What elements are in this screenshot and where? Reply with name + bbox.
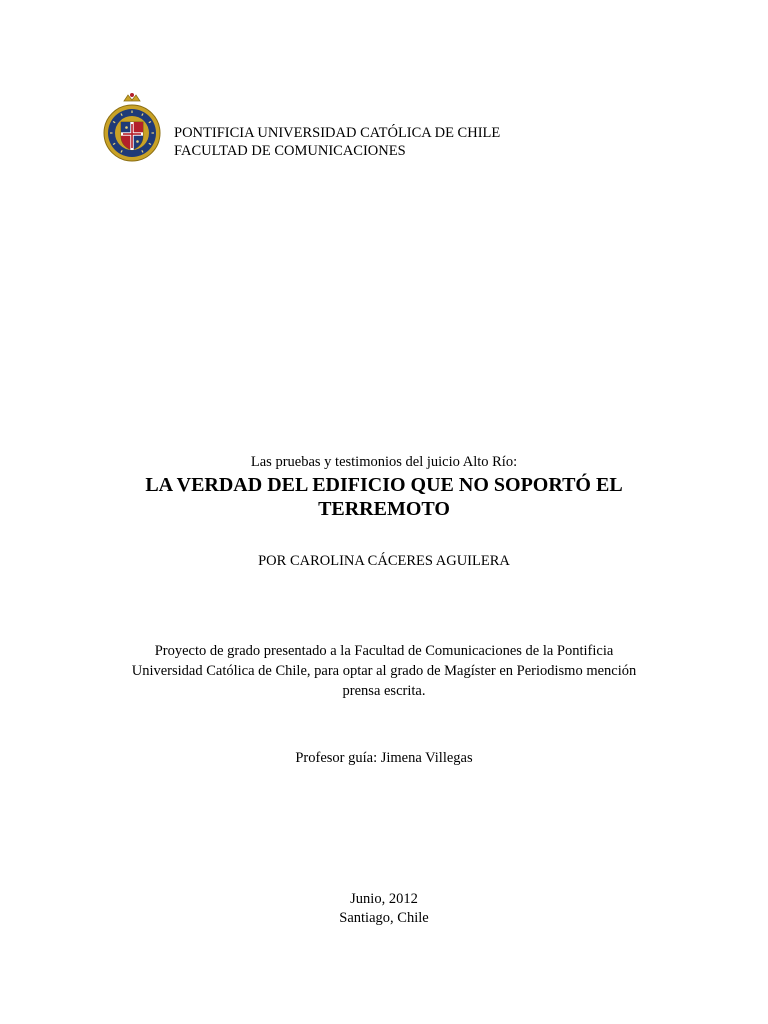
cover-place: Santiago, Chile xyxy=(339,910,429,926)
cover-advisor: Profesor guía: Jimena Villegas xyxy=(295,750,473,766)
cover-title-line-2: TERREMOTO xyxy=(318,498,450,520)
university-seal-icon xyxy=(102,91,162,169)
description-line-2: Universidad Católica de Chile, para optar al grado de Magíster en Periodismo mención xyxy=(131,663,637,679)
cover-description xyxy=(0,641,768,701)
description-line-3: prensa escrita. xyxy=(342,683,426,699)
cover-header xyxy=(102,90,162,170)
cover-subtitle: Las pruebas y testimonios del juicio Alto Río: xyxy=(250,454,518,470)
university-name: PONTIFICIA UNIVERSIDAD CATÓLICA DE CHILE xyxy=(174,125,501,141)
faculty-name: FACULTAD DE COMUNICACIONES xyxy=(174,143,406,159)
cover-author: POR CAROLINA CÁCERES AGUILERA xyxy=(258,553,510,569)
description-line-1: Proyecto de grado presentado a la Facultad de Comunicaciones de la Pontificia xyxy=(154,643,614,659)
cover-date-place xyxy=(0,890,768,928)
cover-date: Junio, 2012 xyxy=(350,891,418,907)
cover-title xyxy=(0,473,768,521)
cover-title-line-1: LA VERDAD DEL EDIFICIO QUE NO SOPORTÓ EL xyxy=(145,474,623,496)
institution-block xyxy=(174,124,500,160)
